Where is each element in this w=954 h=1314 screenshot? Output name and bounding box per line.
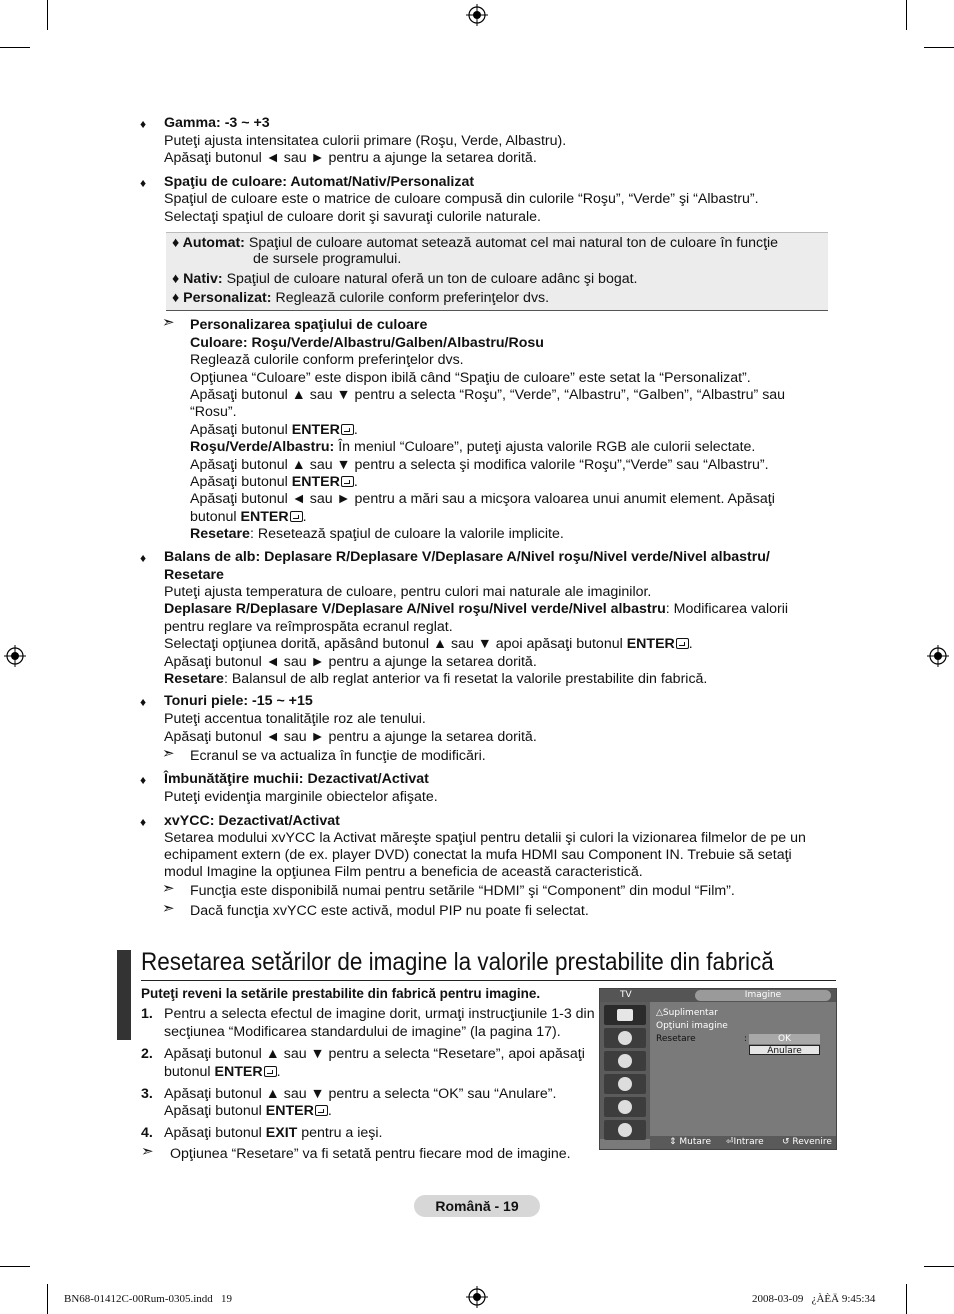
pers-line: Apăsaţi butonul ▲ sau ▼ pentru a selecta şi modifica valorile “Roşu”,“Verde” sau “Albastru”. <box>190 457 769 473</box>
osd-menu-item[interactable] <box>656 1008 718 1019</box>
pers-line: Reglează culorile conform preferinţelor dvs. <box>190 352 464 368</box>
icon-glyph <box>618 1123 632 1137</box>
gamma-instr: Apăsaţi butonul ◄ sau ► pentru a ajunge la setarea dorită. <box>164 150 537 166</box>
option-personalizat <box>172 290 549 308</box>
step-text: butonul ENTER . <box>164 1064 281 1080</box>
reset-label: Resetare <box>190 526 250 542</box>
xvycc-line: echipament extern (de ex. player DVD) conectat la mufa HDMI sau Component IN. Trebuie să setaţi <box>164 847 792 863</box>
spatiu-title: Spaţiu de culoare: Automat/Nativ/Personalizat <box>164 174 475 190</box>
tonuri-note: Ecranul se va actualiza în funcţie de modificări. <box>190 748 486 764</box>
pers-line <box>190 526 564 544</box>
osd-nav-enter <box>726 1137 764 1148</box>
return-icon: ↺ <box>782 1137 790 1147</box>
text: Apăsaţi butonul <box>164 1125 266 1141</box>
crop-mark <box>47 1284 48 1314</box>
text: : Modificarea valorii <box>665 601 789 617</box>
text: Selectaţi opţiunea dorită, apăsând butonul ▲ sau ▼ apoi apăsaţi butonul <box>164 636 627 652</box>
osd-nav-return <box>782 1137 832 1148</box>
balans-line: Selectaţi opţiunea dorită, apăsând butonul ▲ sau ▼ apoi apăsaţi butonul ENTER . <box>164 636 693 652</box>
xvycc-title: xvYCC: Dezactivat/Activat <box>164 813 340 829</box>
text: : Balansul de alb reglat anterior va fi resetat la valorile prestabilite din fabrică. <box>223 671 708 687</box>
section-accent-bar <box>117 950 131 1040</box>
pers-subtitle: Culoare: Roşu/Verde/Albastru/Galben/Albastru/Rosu <box>190 335 544 351</box>
enter-icon <box>290 511 303 522</box>
option-text: Spaţiul de culoare automat setează automat cel mai natural ton de culoare în funcţie <box>248 235 779 251</box>
balans-line <box>164 601 788 619</box>
text: În meniul “Culoare”, puteţi ajusta valorile RGB ale culorii selectate. <box>334 439 756 455</box>
bold-text: Deplasare R/Deplasare V/Deplasare A/Nivel roşu/Nivel verde/Nivel albastru <box>164 601 666 617</box>
xvycc-note: Dacă funcţia xvYCC este activă, modul PIP nu poate fi selectat. <box>190 903 589 919</box>
footer-date: 2008-03-09 ¿ÀÈÄ 9:45:34 <box>752 1293 876 1305</box>
pers-line: butonul ENTER . <box>190 509 307 525</box>
enter-icon <box>341 424 354 435</box>
pers-line <box>190 439 755 457</box>
crop-mark <box>924 47 954 48</box>
text: Apăsaţi butonul <box>190 474 292 490</box>
pers-line: Apăsaţi butonul ◄ sau ► pentru a mări sau a micşora valoarea unui anumit element. Apăsaţi <box>190 491 775 507</box>
diamond-bullet-icon: ♦ <box>140 117 147 131</box>
balans-line: Puteţi ajusta temperatura de culoare, pentru culori mai naturale ale imaginilor. <box>164 584 652 600</box>
spatiu-instr: Selectaţi spaţiul de culoare dorit şi savuraţi culorile naturale. <box>164 209 541 225</box>
tonuri-line: Apăsaţi butonul ◄ sau ► pentru a ajunge la setarea dorită. <box>164 729 537 745</box>
section-heading: Resetarea setărilor de imagine la valorile prestabilite din fabrică <box>141 948 774 976</box>
enter-icon <box>341 476 354 487</box>
icon-glyph <box>618 1031 632 1045</box>
enter-label: ENTER <box>626 636 675 652</box>
crop-mark <box>924 1266 954 1267</box>
tonuri-line: Puteţi accentua tonalităţile roz ale tenului. <box>164 711 426 727</box>
pers-line: “Rosu”. <box>190 404 237 420</box>
diamond-bullet-icon: ♦ <box>140 695 147 709</box>
registration-mark-icon <box>927 645 949 667</box>
enter-label: ENTER <box>214 1064 263 1080</box>
osd-menu-item-selected[interactable]: Resetare <box>656 1034 696 1044</box>
step-text: Apăsaţi butonul ▲ sau ▼ pentru a selecta “OK” sau “Anulare”. <box>164 1086 557 1102</box>
muchii-line: Puteţi evidenţia marginile obiectelor afişate. <box>164 789 438 805</box>
pers-line: Apăsaţi butonul ENTER . <box>190 422 358 438</box>
step-text: Apăsaţi butonul ▲ sau ▼ pentru a selecta “Resetare”, apoi apăsaţi <box>164 1046 585 1062</box>
color-space-options-box <box>166 232 828 311</box>
xvycc-note: Funcţia este disponibilă numai pentru setările “HDMI” şi “Component” din modul “Film”. <box>190 883 735 899</box>
enter-label: ENTER <box>291 422 340 438</box>
text: : Resetează spaţiul de culoare la valorile implicite. <box>249 526 564 542</box>
option-text: Reglează culorile conform preferinţelor dvs. <box>275 290 550 306</box>
section-rule <box>141 980 836 981</box>
balans-title: Balans de alb: Deplasare R/Deplasare V/Deplasare A/Nivel roşu/Nivel verde/Nivel albastru/ <box>164 549 770 565</box>
label: Suplimentar <box>662 1008 718 1018</box>
enter-icon <box>264 1066 277 1077</box>
step-text: Apăsaţi butonul ENTER . <box>164 1103 332 1119</box>
pers-title: Personalizarea spaţiului de culoare <box>190 317 428 333</box>
crop-mark <box>0 47 30 48</box>
step-text: secţiunea “Modificarea standardului de imagine” (la pagina 17). <box>164 1024 561 1040</box>
osd-option-cancel[interactable]: Anulare <box>749 1045 820 1055</box>
muchii-title: Îmbunătăţire muchii: Dezactivat/Activat <box>164 771 429 787</box>
crop-mark <box>906 0 907 30</box>
diamond-bullet-icon: ♦ <box>140 815 147 829</box>
enter-icon <box>676 638 689 649</box>
osd-colon: : <box>744 1034 748 1044</box>
text: butonul <box>164 1064 215 1080</box>
enter-icon: ⏎ <box>726 1137 734 1147</box>
option-label: ♦ Automat: <box>172 235 245 251</box>
label: Mutare <box>679 1137 711 1147</box>
enter-label: ENTER <box>240 509 289 525</box>
gamma-desc: Puteţi ajusta intensitatea culorii primare (Roşu, Verde, Albastru). <box>164 133 567 149</box>
bold-text: Resetare <box>164 671 224 687</box>
crop-mark <box>906 1284 907 1314</box>
note-arrow-icon: ➣ <box>162 314 173 331</box>
label: Revenire <box>792 1137 832 1147</box>
osd-title: Imagine <box>695 990 831 1001</box>
enter-label: ENTER <box>265 1103 314 1119</box>
osd-input-icon <box>604 1097 646 1117</box>
note-arrow-icon: ➣ <box>162 900 173 917</box>
enter-label: ENTER <box>291 474 340 490</box>
exit-label: EXIT <box>265 1125 298 1141</box>
option-label: ♦ Nativ: <box>172 271 223 287</box>
up-down-icon: ⇕ <box>669 1137 677 1147</box>
tv-menu-screenshot <box>599 988 837 1150</box>
registration-mark-icon <box>466 4 488 26</box>
option-nativ <box>172 271 638 289</box>
section-intro: Puteţi reveni la setările prestabilite din fabrică pentru imagine. <box>141 986 541 1001</box>
pers-line: Apăsaţi butonul ▲ sau ▼ pentru a selecta “Roşu”, “Verde”, “Albastru”, “Galben”, “Albastru” sau <box>190 387 786 403</box>
osd-option-ok[interactable]: OK <box>749 1034 820 1044</box>
text: Apăsaţi butonul <box>190 422 292 438</box>
page-number-badge: Română - 19 <box>414 1195 540 1217</box>
icon-glyph <box>617 1009 633 1021</box>
registration-mark-icon <box>4 645 26 667</box>
balans-title-cont: Resetare <box>164 567 224 583</box>
osd-sound-icon <box>604 1028 646 1048</box>
osd-tv-label: TV <box>620 990 632 1000</box>
rva-label: Roşu/Verde/Albastru: <box>190 439 335 455</box>
osd-support-icon <box>604 1120 646 1140</box>
osd-channel-icon <box>604 1051 646 1071</box>
spatiu-desc: Spaţiul de culoare este o matrice de culoare compusă din culorile “Roşu”, “Verde” şi “Albastru”. <box>164 191 759 207</box>
icon-glyph <box>618 1100 632 1114</box>
note-arrow-icon: ➣ <box>141 1143 152 1160</box>
osd-picture-icon <box>604 1005 646 1025</box>
pers-line: Apăsaţi butonul ENTER . <box>190 474 358 490</box>
step-text <box>164 1125 383 1143</box>
option-label: ♦ Personalizat: <box>172 290 272 306</box>
option-automat-cont: de sursele programului. <box>253 251 402 267</box>
step-number: 3. <box>141 1086 153 1102</box>
diamond-bullet-icon: ♦ <box>140 176 147 190</box>
note-arrow-icon: ➣ <box>162 745 173 762</box>
balans-line: Apăsaţi butonul ◄ sau ► pentru a ajunge la setarea dorită. <box>164 654 537 670</box>
label: Intrare <box>733 1137 764 1147</box>
xvycc-line: modul Imagine la opţiunea Film pentru a beneficia de aceastǎ caracteristicǎ. <box>164 864 643 880</box>
step-number: 1. <box>141 1006 153 1022</box>
diamond-bullet-icon: ♦ <box>140 773 147 787</box>
footer-file: BN68-01412C-00Rum-0305.indd 19 <box>64 1293 233 1305</box>
crop-mark <box>0 1266 30 1267</box>
step-text: Pentru a selecta efectul de imagine dorit, urmaţi instrucţiunile 1-3 din <box>164 1006 595 1022</box>
pers-line: Opţiunea “Culoare” este dispon ibilă când “Spaţiu de culoare” este setat la “Personalizat”. <box>190 370 751 386</box>
section-note: Opţiunea “Resetare” va fi setată pentru fiecare mod de imagine. <box>170 1146 571 1162</box>
icon-glyph <box>618 1077 632 1091</box>
text: pentru a ieşi. <box>297 1125 383 1141</box>
note-arrow-icon: ➣ <box>162 880 173 897</box>
osd-nav-move <box>669 1137 711 1148</box>
tonuri-title: Tonuri piele: -15 ~ +15 <box>164 693 313 709</box>
xvycc-line: Setarea modului xvYCC la Activat măreşte spaţiul pentru detalii şi culori la vizionarea filmelor de pe un <box>164 830 806 846</box>
text: butonul <box>190 509 241 525</box>
registration-mark-icon <box>466 1286 488 1308</box>
balans-line: pentru reglare va reîmprospăta ecranul reglat. <box>164 619 453 635</box>
gamma-title: Gamma: -3 ~ +3 <box>164 115 270 131</box>
osd-menu-item[interactable]: Opţiuni imagine <box>656 1021 728 1031</box>
text: Apăsaţi butonul <box>164 1103 266 1119</box>
balans-line <box>164 671 707 689</box>
enter-icon <box>315 1105 328 1116</box>
crop-mark <box>47 0 48 30</box>
step-number: 2. <box>141 1046 153 1062</box>
icon-glyph <box>618 1054 632 1068</box>
option-text: Spaţiul de culoare natural oferă un ton de culoare adânc şi bogat. <box>226 271 638 287</box>
step-number: 4. <box>141 1125 153 1141</box>
diamond-bullet-icon: ♦ <box>140 551 147 565</box>
up-triangle-icon: △ <box>656 1008 663 1018</box>
osd-setup-icon <box>604 1074 646 1094</box>
option-automat <box>172 235 778 253</box>
osd-sidebar <box>600 1002 650 1139</box>
